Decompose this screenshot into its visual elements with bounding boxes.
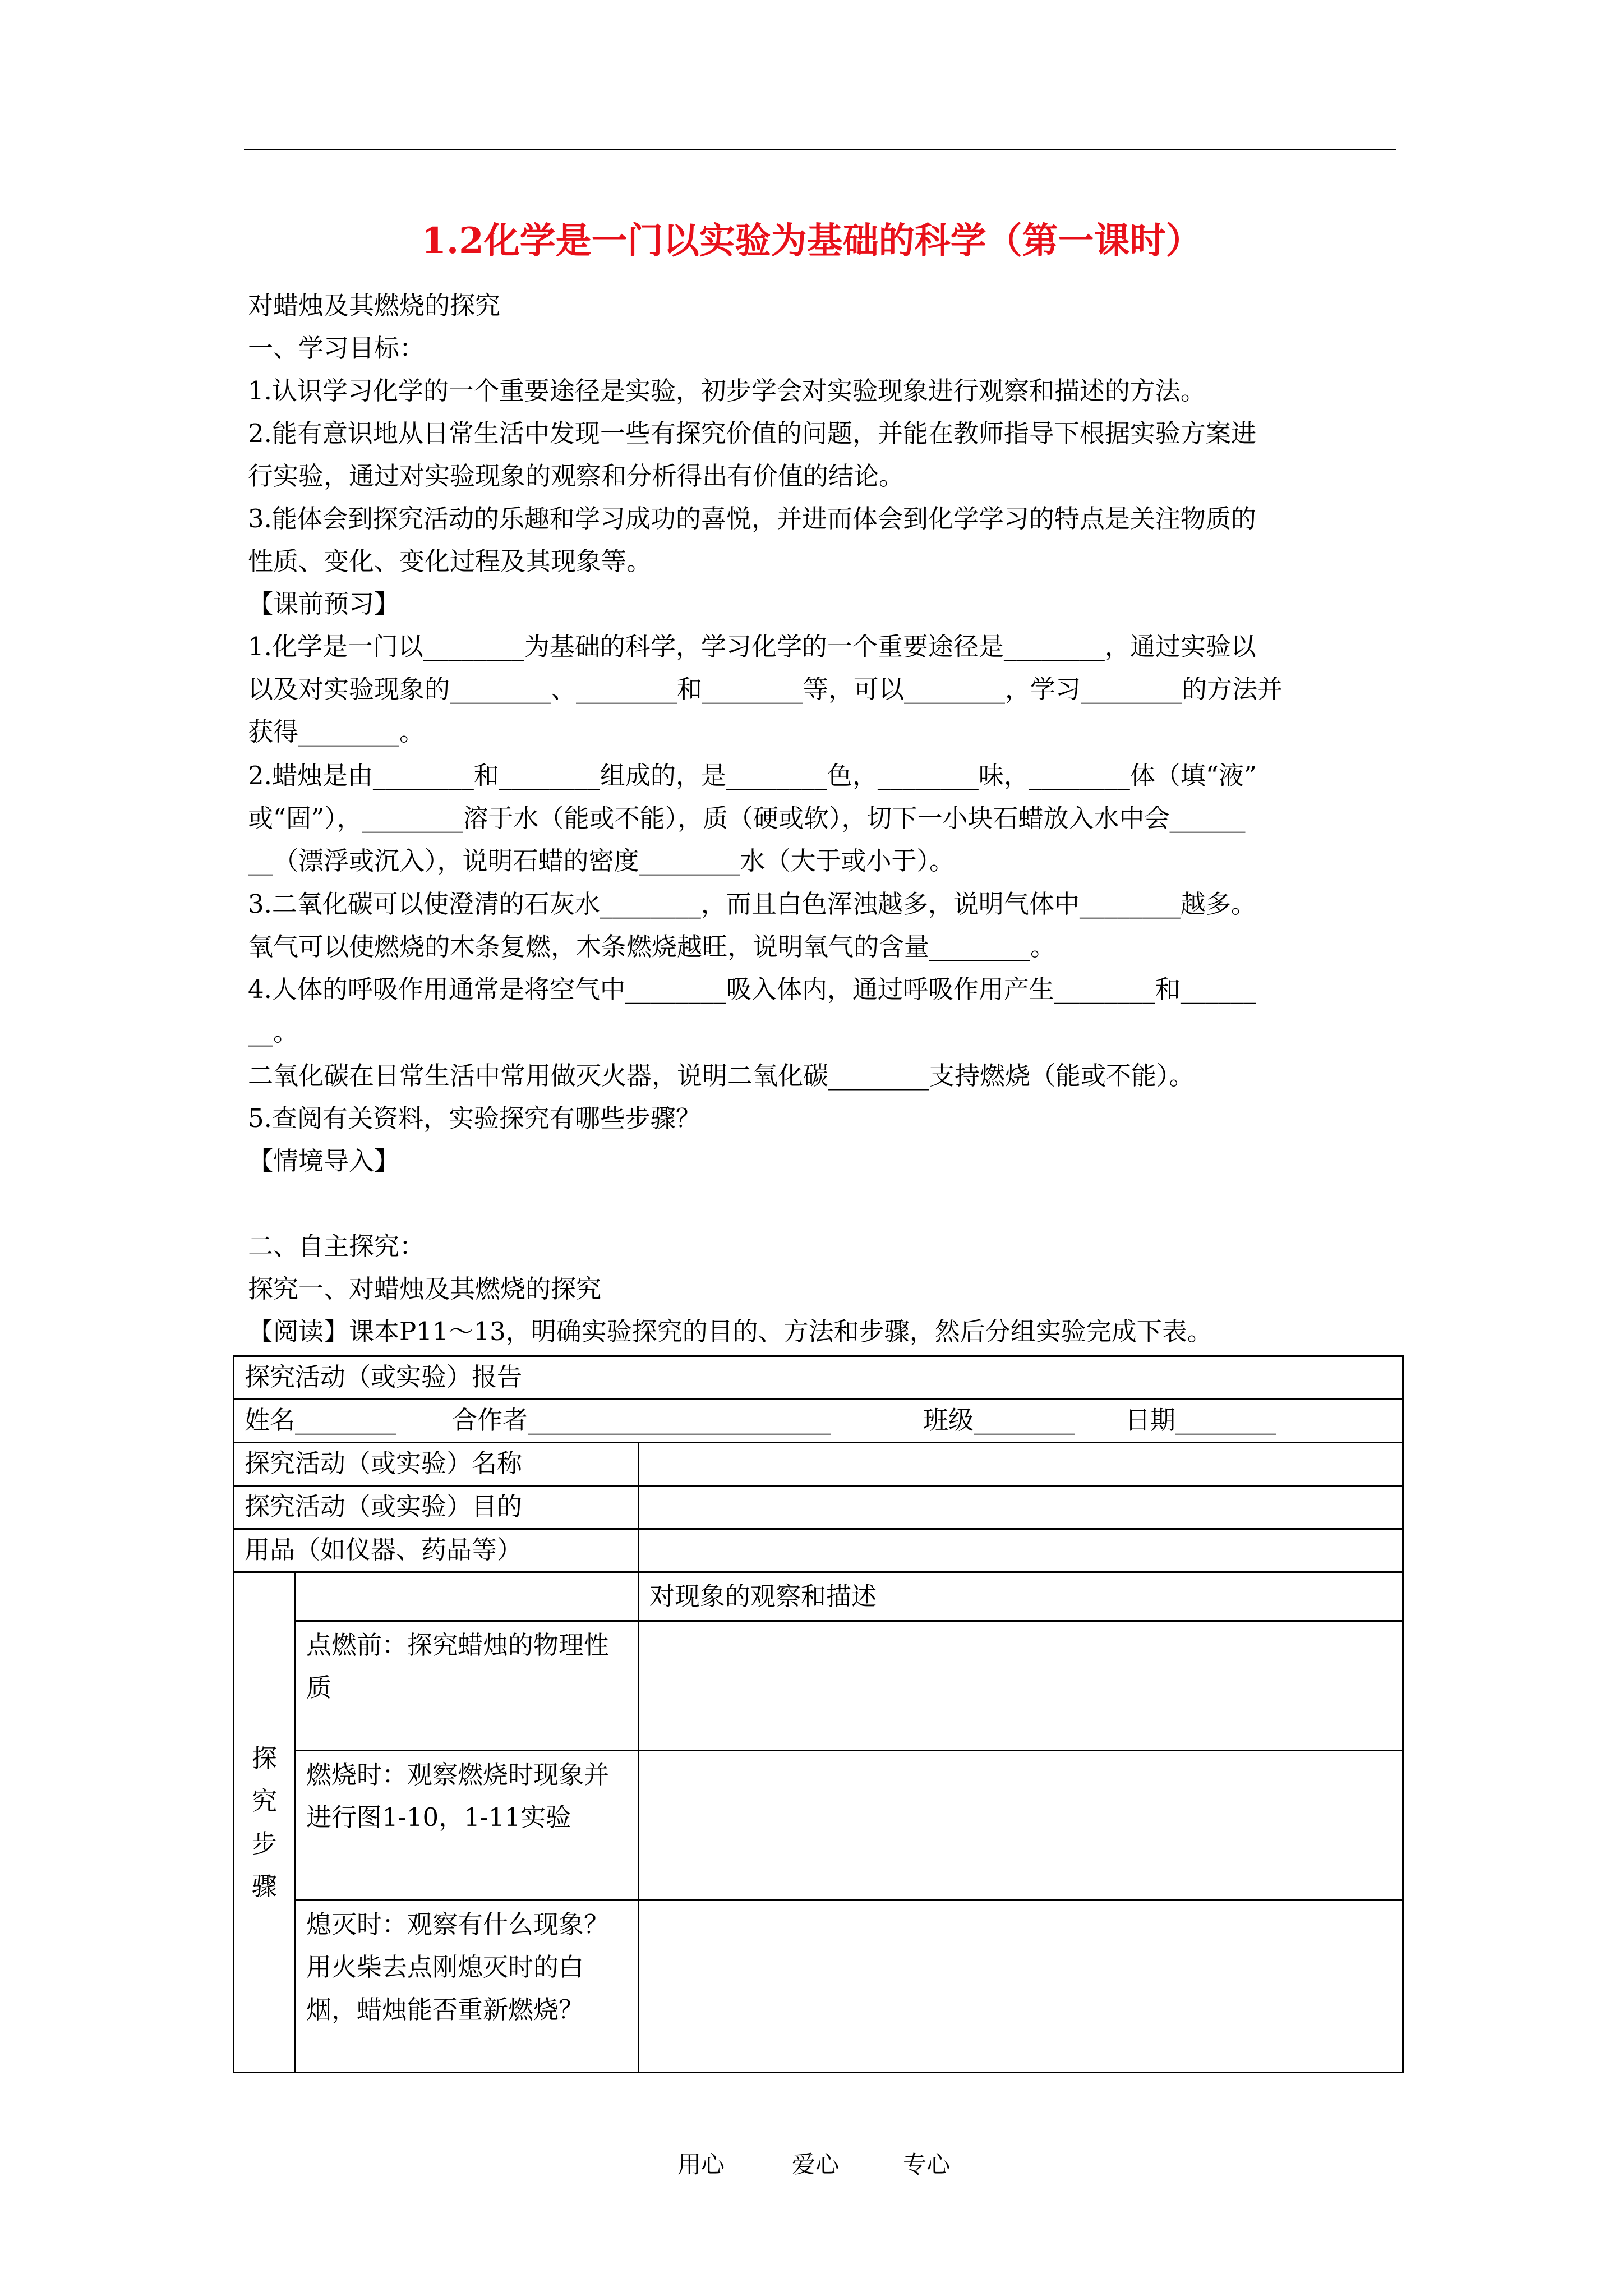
objective-line: 性质、变化、变化过程及其现象等。 [248,546,652,576]
observation-cell [639,1751,1403,1901]
preview-line: 以及对实验现象的________、________和________等，可以________，学习________的方法并 [248,674,1283,704]
preview-line: 氧气可以使燃烧的木条复燃，木条燃烧越旺，说明氧气的含量________。 [248,932,1056,961]
preview-line: 5.查阅有关资料，实验探究有哪些步骤？ [248,1103,701,1133]
subtitle: 对蜡烛及其燃烧的探究 [248,291,501,320]
partner-field: 合作者________________________ [452,1405,831,1435]
preview-heading: 【课前预习】 [248,589,400,619]
preview-line: __。 [248,1017,299,1047]
activity-goal-cell [639,1486,1403,1529]
objective-line: 3.能体会到探究活动的乐趣和学习成功的喜悦，并进而体会到化学学习的特点是关注物质的 [248,504,1256,533]
report-table [233,1355,1404,2073]
preview-line: 4.人体的呼吸作用通常是将空气中________吸入体内，通过呼吸作用产生________和______ [248,974,1256,1004]
preview-line: 2.蜡烛是由________和________组成的，是________色，________味，________体（填“液” [248,761,1257,790]
objective-line: 1.认识学习化学的一个重要途径是实验，初步学会对实验现象进行观察和描述的方法。 [248,376,1206,406]
preview-line: 获得________。 [248,717,425,747]
materials-cell [639,1529,1403,1572]
name-field: 姓名________ [245,1405,396,1435]
header-rule [244,149,1396,150]
preview-line: 3.二氧化碳可以使澄清的石灰水________，而且白色浑浊越多，说明气体中________越多。 [248,889,1256,919]
steps-label-text: 探究步骤 [251,1743,277,1901]
step-after-extinguish: 熄灭时：观察有什么现象？用火柴去点刚熄灭时的白烟，蜡烛能否重新燃烧？ [296,1901,639,2073]
footer-item: 专心 [903,2151,951,2178]
activity-goal-label: 探究活动（或实验）目的 [234,1486,639,1529]
step-while-burning: 燃烧时：观察燃烧时现象并进行图1-10，1-11实验 [296,1751,639,1901]
observation-cell [639,1621,1403,1751]
preview-line: __（漂浮或沉入），说明石蜡的密度________水（大于或小于）。 [248,846,955,876]
observation-header: 对现象的观察和描述 [639,1572,1403,1621]
objective-line: 行实验，通过对实验现象的观察和分析得出有价值的结论。 [248,461,905,491]
activity-name-label: 探究活动（或实验）名称 [234,1443,639,1486]
preview-line: 或“固”），________溶于水（能或不能），质（硬或软），切下一小块石蜡放入水中会______ [248,803,1246,833]
section1-heading: 一、学习目标： [248,333,425,363]
footer-item: 用心 [677,2151,725,2178]
report-caption: 探究活动（或实验）报告 [234,1356,1403,1400]
step-before-lighting: 点燃前：探究蜡烛的物理性质 [296,1621,639,1751]
steps-label [234,1572,296,2073]
situation-heading: 【情境导入】 [248,1146,400,1176]
explore1-heading: 探究一、对蜡烛及其燃烧的探究 [248,1274,602,1304]
preview-line: 1.化学是一门以________为基础的科学，学习化学的一个重要途径是________，通过实验以 [248,632,1256,661]
section2-heading: 二、自主探究： [248,1231,425,1261]
reading-instruction: 【阅读】课本P11～13，明确实验探究的目的、方法和步骤，然后分组实验完成下表。 [248,1317,1212,1346]
preview-line: 二氧化碳在日常生活中常用做灭火器，说明二氧化碳________支持燃烧（能或不能）。 [248,1061,1195,1091]
materials-label: 用品（如仪器、药品等） [234,1529,639,1572]
date-field: 日期________ [1125,1405,1277,1435]
objective-line: 2.能有意识地从日常生活中发现一些有探究价值的问题，并能在教师指导下根据实验方案进 [248,418,1256,448]
step-header-blank [296,1572,639,1621]
observation-cell [639,1901,1403,2073]
class-field: 班级________ [923,1405,1075,1435]
footer-item: 爱心 [792,2151,840,2178]
activity-name-cell [639,1443,1403,1486]
page-title: 1.2化学是一门以实验为基础的科学（第一课时） [421,220,1202,262]
report-info-row [234,1400,1403,1443]
